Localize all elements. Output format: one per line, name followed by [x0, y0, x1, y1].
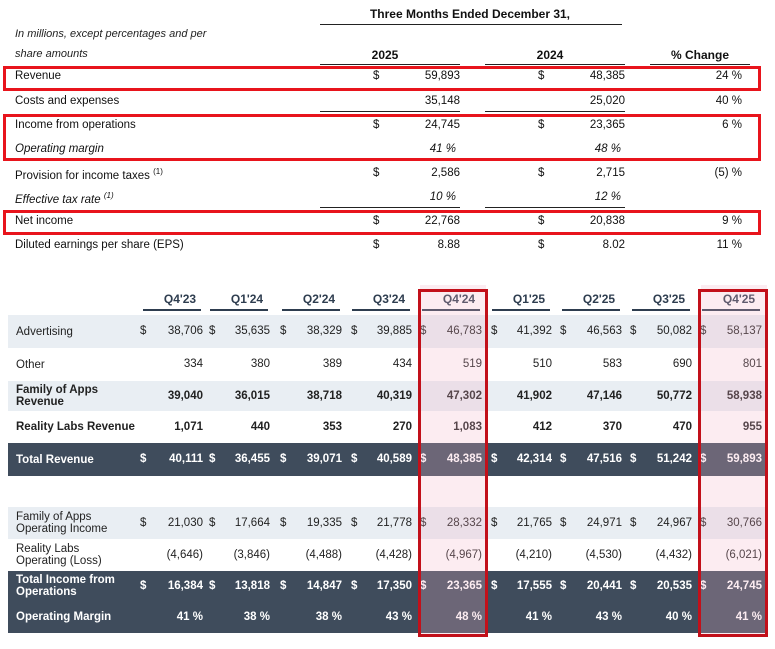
cell-value: 36,015: [234, 389, 270, 402]
quarterly-row-other: [8, 348, 768, 381]
quarterly-row-total-income-from-operations: [8, 571, 768, 601]
cell-value: 58,938: [726, 389, 762, 402]
dollar-sign: $: [209, 516, 216, 529]
dollar-sign: $: [491, 453, 498, 465]
cell-value: 21,778: [376, 516, 412, 529]
value-2025: 41 %: [429, 143, 456, 155]
currency-2025: $: [373, 70, 380, 82]
change-value: (5) %: [714, 167, 742, 179]
quarterly-row-reality-labs-revenue: [8, 411, 768, 443]
currency-2024: $: [538, 239, 545, 251]
cell-value: 470: [672, 420, 692, 433]
row-label: Other: [16, 358, 45, 371]
quarter-header-q423: Q4'23: [163, 292, 197, 306]
row-label: Revenue: [15, 70, 62, 82]
dollar-sign: $: [351, 579, 358, 592]
header-underline-2024: [485, 64, 625, 65]
footnote-marker: (1): [153, 167, 163, 176]
change-value: 11 %: [716, 239, 742, 251]
tax-underline-2025: [320, 207, 460, 208]
units-note-line2: share amounts: [15, 48, 88, 60]
value-2024: 48,385: [589, 70, 625, 82]
highlight-box-operations: [3, 114, 761, 161]
quarterly-row-advertising: [8, 315, 768, 348]
quarter-header-q425: Q4'25: [722, 292, 756, 306]
cell-value: 38 %: [243, 610, 270, 623]
cell-value: (4,646): [166, 548, 203, 561]
cell-value: 370: [602, 420, 622, 433]
cell-value: (4,488): [305, 548, 342, 561]
row-label: Reality Labs Revenue: [16, 421, 135, 433]
row-label: [15, 191, 114, 206]
dollar-sign: $: [280, 516, 287, 529]
currency-2025: $: [373, 215, 380, 227]
cell-value: 35,635: [234, 325, 270, 337]
quarter-header-q325: Q3'25: [652, 292, 686, 306]
cell-value: 47,516: [586, 453, 622, 465]
value-2025: 24,745: [424, 119, 460, 131]
dollar-sign: $: [140, 325, 147, 337]
quarter-header-q324: Q3'24: [372, 292, 406, 306]
highlight-box-revenue: [3, 66, 761, 91]
dollar-sign: $: [420, 516, 427, 529]
cell-value: 48 %: [455, 610, 482, 623]
quarter-header-underline: [352, 309, 410, 311]
cell-value: 30,766: [726, 516, 762, 529]
row-label: Family of Apps Operating Income: [16, 511, 108, 535]
period-underline: [320, 24, 622, 25]
currency-2025: $: [373, 239, 380, 251]
cell-value: 353: [322, 420, 342, 433]
quarter-header-underline: [210, 309, 268, 311]
quarterly-row-operating-margin: [8, 601, 768, 633]
cell-value: 43 %: [595, 610, 622, 623]
cell-value: (4,530): [585, 548, 622, 561]
tax-underline-2024: [485, 207, 625, 208]
row-label: Family of Apps Revenue: [16, 384, 98, 408]
cell-value: 38 %: [315, 610, 342, 623]
currency-2025: $: [373, 119, 380, 131]
dollar-sign: $: [560, 453, 567, 465]
cell-value: 39,040: [167, 389, 203, 402]
cell-value: 40 %: [665, 610, 692, 623]
cell-value: 28,332: [446, 516, 482, 529]
value-2025: 8.88: [437, 239, 460, 251]
currency-2024: $: [538, 70, 545, 82]
dollar-sign: $: [140, 453, 147, 465]
row-label: Reality Labs Operating (Loss): [16, 543, 102, 567]
quarter-header-underline: [632, 309, 690, 311]
quarterly-row-total-revenue: [8, 443, 768, 476]
currency-2025: $: [373, 167, 380, 179]
change-value: 40 %: [715, 95, 742, 107]
cell-value: 50,772: [656, 389, 692, 402]
cell-value: 434: [392, 358, 412, 370]
row-label: Advertising: [16, 325, 73, 338]
cell-value: 334: [183, 358, 203, 370]
cell-value: (4,967): [445, 548, 482, 561]
value-2024: 8.02: [602, 239, 625, 251]
cell-value: 21,765: [516, 516, 552, 529]
header-underline-2025: [320, 64, 460, 65]
cell-value: 412: [532, 420, 552, 433]
value-2025: 2,586: [431, 167, 460, 179]
dollar-sign: $: [280, 325, 287, 337]
cell-value: (4,210): [515, 548, 552, 561]
cell-value: 519: [462, 358, 482, 370]
column-header-change: % Change: [670, 48, 729, 62]
dollar-sign: $: [420, 453, 427, 465]
row-label: Income from operations: [15, 119, 136, 131]
change-value: 9 %: [722, 215, 742, 227]
cell-value: 47,302: [446, 389, 482, 402]
cell-value: 690: [672, 358, 692, 370]
cell-value: 40,111: [169, 453, 203, 465]
currency-2024: $: [538, 215, 545, 227]
highlight-box-net-income: [3, 210, 761, 235]
cell-value: 41 %: [525, 610, 552, 623]
cell-value: 41,392: [516, 325, 552, 337]
cell-value: 36,455: [234, 453, 270, 465]
value-2024: 23,365: [589, 119, 625, 131]
row-label: Costs and expenses: [15, 95, 120, 107]
cell-value: 955: [742, 420, 762, 433]
dollar-sign: $: [630, 453, 637, 465]
quarter-header-underline: [282, 309, 340, 311]
row-label-text: Effective tax rate: [15, 193, 101, 206]
dollar-sign: $: [280, 453, 287, 465]
dollar-sign: $: [351, 453, 358, 465]
value-2025: 35,148: [424, 95, 460, 107]
value-2024: 12 %: [594, 191, 621, 203]
row-label: Operating Margin: [16, 611, 112, 623]
highlight-box-q4-25: [698, 289, 768, 637]
cell-value: 46,563: [586, 325, 622, 337]
highlight-box-q4-24: [418, 289, 488, 637]
quarter-header-q224: Q2'24: [302, 292, 336, 306]
costs-underline-2025: [320, 111, 460, 112]
dollar-sign: $: [560, 516, 567, 529]
cell-value: 39,071: [306, 453, 342, 465]
cell-value: 59,893: [726, 453, 762, 465]
dollar-sign: $: [351, 516, 358, 529]
cell-value: 1,071: [174, 420, 203, 433]
statement-row-provision-taxes: [0, 163, 775, 187]
cell-value: (4,432): [655, 548, 692, 561]
cell-value: (3,846): [233, 548, 270, 561]
dollar-sign: $: [491, 579, 498, 592]
dollar-sign: $: [700, 453, 707, 465]
dollar-sign: $: [700, 516, 707, 529]
dollar-sign: $: [209, 453, 216, 465]
value-2024: 25,020: [589, 95, 625, 107]
row-label: Diluted earnings per share (EPS): [15, 239, 184, 251]
quarter-header-q424: Q4'24: [442, 292, 476, 306]
units-note-line1: In millions, except percentages and per: [15, 28, 207, 40]
dollar-sign: $: [491, 325, 498, 337]
cell-value: 510: [532, 358, 552, 370]
dollar-sign: $: [209, 579, 216, 592]
dollar-sign: $: [351, 325, 358, 337]
change-value: 6 %: [722, 119, 742, 131]
cell-value: 24,967: [656, 516, 692, 529]
quarter-header-underline: [492, 309, 550, 311]
dollar-sign: $: [280, 579, 287, 592]
cell-value: 380: [250, 358, 270, 370]
change-value: 24 %: [715, 70, 742, 82]
cell-value: 19,335: [306, 516, 342, 529]
quarterly-table: [0, 285, 775, 649]
dollar-sign: $: [140, 579, 147, 592]
cell-value: 38,329: [306, 325, 342, 337]
dollar-sign: $: [630, 325, 637, 337]
cell-value: 50,082: [656, 325, 692, 337]
dollar-sign: $: [560, 579, 567, 592]
footnote-marker: (1): [103, 191, 114, 200]
dollar-sign: $: [630, 579, 637, 592]
dollar-sign: $: [630, 516, 637, 529]
dollar-sign: $: [140, 516, 147, 529]
value-2025: 59,893: [424, 70, 460, 82]
cell-value: 43 %: [385, 610, 412, 623]
column-header-2025: 2025: [371, 48, 399, 62]
income-statement-summary: [0, 0, 775, 270]
value-2024: 20,838: [589, 215, 625, 227]
cell-value: 48,385: [446, 453, 482, 465]
quarterly-row-family-of-apps-revenue: [8, 381, 768, 411]
cell-value: 40,319: [376, 389, 412, 402]
cell-value: 389: [322, 358, 342, 370]
cell-value: 17,664: [234, 516, 270, 529]
header-underline-change: [650, 64, 750, 65]
cell-value: 41 %: [176, 610, 203, 623]
cell-value: 47,146: [586, 389, 622, 402]
dollar-sign: $: [420, 579, 427, 592]
cell-value: 17,350: [376, 579, 412, 592]
quarter-header-q225: Q2'25: [582, 292, 616, 306]
value-2024: 48 %: [594, 143, 621, 155]
quarter-header-underline: [562, 309, 620, 311]
dollar-sign: $: [420, 325, 427, 337]
dollar-sign: $: [491, 516, 498, 529]
cell-value: 42,314: [516, 453, 552, 465]
row-label: Net income: [15, 215, 74, 227]
cell-value: 17,555: [516, 579, 552, 592]
statement-row-diluted-eps: [0, 235, 775, 259]
cell-value: (6,021): [725, 548, 762, 561]
column-header-2024: 2024: [536, 48, 564, 62]
cell-value: 20,441: [586, 579, 622, 592]
quarter-header-underline: [143, 309, 201, 311]
row-label: [15, 167, 163, 182]
dollar-sign: $: [209, 325, 216, 337]
value-2025: 22,768: [424, 215, 460, 227]
value-2025: 10 %: [429, 191, 456, 203]
row-label: Total Income from Operations: [16, 574, 115, 598]
cell-value: 270: [392, 420, 412, 433]
cell-value: 440: [250, 420, 270, 433]
cell-value: 41,902: [516, 389, 552, 402]
quarterly-row-reality-labs-operating-loss: [8, 539, 768, 571]
dollar-sign: $: [700, 579, 707, 592]
cell-value: 23,365: [446, 579, 482, 592]
cell-value: 16,384: [167, 579, 203, 592]
cell-value: (4,428): [375, 548, 412, 561]
cell-value: 13,818: [234, 579, 270, 592]
cell-value: 58,137: [726, 325, 762, 337]
period-header: Three Months Ended December 31,: [369, 7, 571, 21]
quarterly-row-family-of-apps-operating-income: [8, 507, 768, 539]
currency-2024: $: [538, 167, 545, 179]
value-2024: 2,715: [596, 167, 625, 179]
cell-value: 21,030: [167, 516, 203, 529]
row-label-text: Provision for income taxes: [15, 169, 150, 182]
cell-value: 14,847: [306, 579, 342, 592]
cell-value: 40,589: [376, 453, 412, 465]
costs-underline-2024: [485, 111, 625, 112]
cell-value: 24,971: [586, 516, 622, 529]
cell-value: 38,706: [167, 325, 203, 337]
cell-value: 38,718: [306, 389, 342, 402]
cell-value: 20,535: [656, 579, 692, 592]
dollar-sign: $: [560, 325, 567, 337]
cell-value: 41 %: [735, 610, 762, 623]
cell-value: 801: [742, 358, 762, 370]
quarter-header-q124: Q1'24: [230, 292, 264, 306]
row-label: Operating margin: [15, 143, 104, 155]
cell-value: 51,242: [656, 453, 692, 465]
row-label: Total Revenue: [16, 453, 94, 466]
dollar-sign: $: [700, 325, 707, 337]
cell-value: 46,783: [446, 325, 482, 337]
cell-value: 583: [602, 358, 622, 370]
cell-value: 24,745: [726, 579, 762, 592]
cell-value: 39,885: [376, 325, 412, 337]
currency-2024: $: [538, 119, 545, 131]
cell-value: 1,083: [453, 420, 482, 433]
quarter-header-q125: Q1'25: [512, 292, 546, 306]
